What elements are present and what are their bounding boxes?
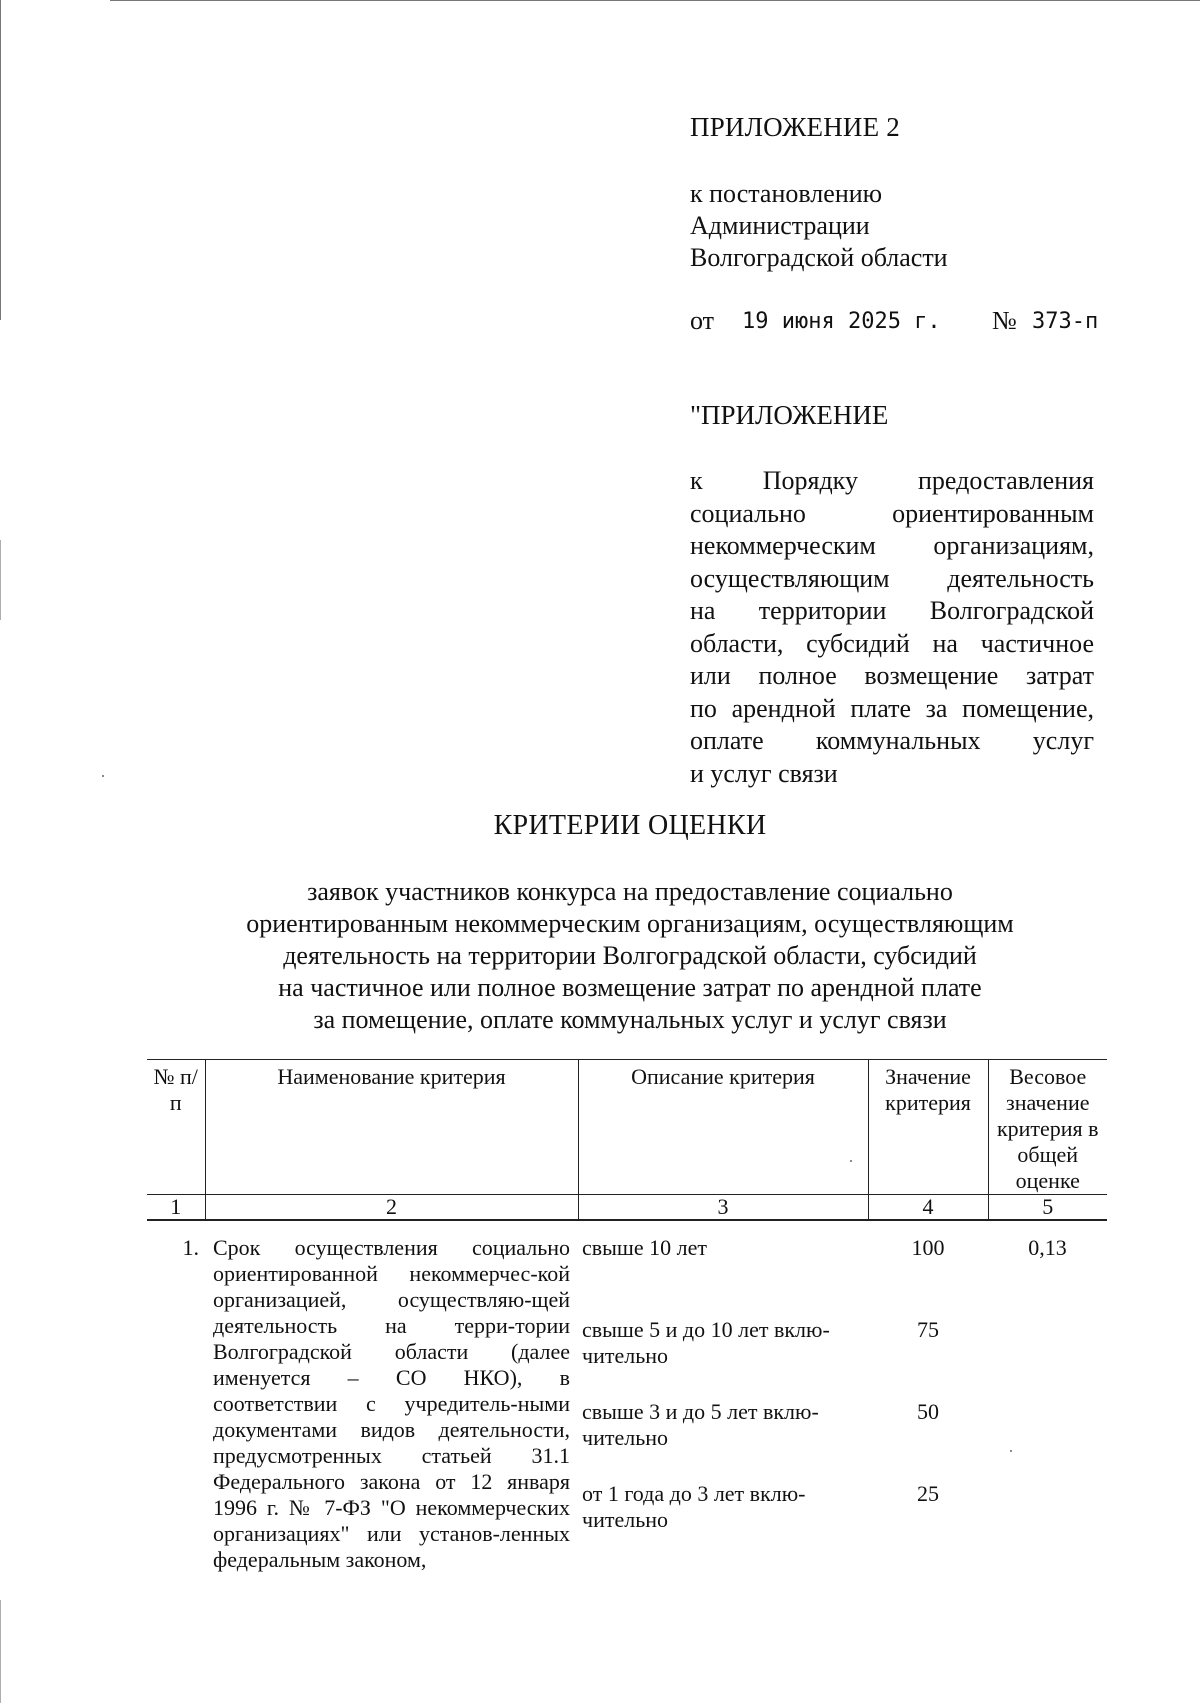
scan-speck xyxy=(850,1160,852,1162)
header-weight: Весовое значение критерия в общей оценке xyxy=(988,1060,1107,1195)
criteria-table xyxy=(147,1059,1107,1573)
scan-speck xyxy=(1010,1450,1012,1452)
order-line: осуществляющим деятельность xyxy=(690,563,1094,593)
criterion-value: 50 xyxy=(917,1399,939,1424)
header-description: Описание критерия xyxy=(578,1060,868,1195)
criterion-values xyxy=(868,1220,988,1573)
criterion-number: 1. xyxy=(182,1235,199,1260)
resolution-number: 373-п xyxy=(1032,309,1099,334)
criterion-description: свыше 10 лет xyxy=(582,1235,707,1260)
criterion-value: 100 xyxy=(911,1235,945,1260)
column-number: 5 xyxy=(988,1195,1107,1221)
order-line: оплате коммунальных услуг xyxy=(690,726,1094,755)
appendix-title: ПРИЛОЖЕНИЕ 2 xyxy=(690,112,900,142)
subtitle-line: ориентированным некоммерческим организациям, осуществляющим xyxy=(246,909,1014,938)
resolution-date: 19 июня 2025 г. xyxy=(742,309,941,334)
from-label: от xyxy=(690,306,715,335)
order-line: по арендной плате за помещение, xyxy=(690,693,1094,723)
order-line: или полное возмещение затрат xyxy=(690,661,1094,690)
subtitle-line: заявок участников конкурса на предоставление социально xyxy=(307,877,953,906)
column-number: 4 xyxy=(868,1195,988,1221)
scan-speck xyxy=(102,775,104,777)
scan-edge-left-lower xyxy=(0,540,1,620)
order-reference xyxy=(690,465,1094,790)
criterion-name: Срок осуществления социально ориентированной некоммерчес-кой организацией, осуществляю-щей деятельность на терри-тории Волгоградской области (далее именуется – СО НКО), в соответствии с учредитель-ными документами видов деятельности, предусмотренных статьей 31.1 Федерального закона от 12 января 1996 г. № 7-ФЗ "О некоммерческих организациях" или установ-ленных федеральным законом, xyxy=(213,1235,570,1572)
number-label: № xyxy=(992,306,1017,335)
column-number-row xyxy=(147,1195,1107,1221)
table-header-row xyxy=(147,1060,1107,1195)
criterion-description: свыше 3 и до 5 лет вклю-чительно xyxy=(582,1399,819,1450)
resolution-reference xyxy=(690,178,948,274)
order-line: и услуг связи xyxy=(690,758,838,788)
order-line: некоммерческим организациям, xyxy=(690,531,1094,560)
table-row xyxy=(147,1220,1107,1573)
criterion-value: 75 xyxy=(917,1317,939,1342)
order-line: области, субсидий на частичное xyxy=(690,628,1094,658)
criterion-value: 25 xyxy=(917,1481,939,1506)
resolution-line: к постановлению xyxy=(690,179,883,208)
column-number: 1 xyxy=(147,1195,205,1221)
subtitle-line: на частичное или полное возмещение затрат по арендной плате xyxy=(278,973,982,1002)
scan-edge-left-bottom xyxy=(0,1600,1,1703)
scan-edge-top xyxy=(110,0,1200,1)
subtitle-line: за помещение, оплате коммунальных услуг и услуг связи xyxy=(313,1005,947,1034)
criterion-weight: 0,13 xyxy=(1028,1235,1067,1260)
column-number: 2 xyxy=(205,1195,578,1221)
criterion-description: свыше 5 и до 10 лет вклю-чительно xyxy=(582,1317,830,1368)
inner-appendix-title: "ПРИЛОЖЕНИЕ xyxy=(690,400,889,430)
column-number: 3 xyxy=(578,1195,868,1221)
header-value: Значение критерия xyxy=(868,1060,988,1195)
header-num: № п/п xyxy=(147,1060,205,1195)
criterion-description: от 1 года до 3 лет вклю-чительно xyxy=(582,1481,806,1532)
order-line: на территории Волгоградской xyxy=(690,596,1094,625)
scan-edge-left xyxy=(0,0,1,320)
subtitle-line: деятельность на территории Волгоградской области, субсидий xyxy=(283,941,977,970)
criterion-descriptions xyxy=(578,1220,868,1573)
criteria-subtitle xyxy=(190,876,1070,1036)
order-line: к Порядку предоставления xyxy=(690,466,1094,495)
order-line: социально ориентированным xyxy=(690,498,1094,528)
header-name: Наименование критерия xyxy=(205,1060,578,1195)
resolution-line: Администрации xyxy=(690,211,870,240)
resolution-line: Волгоградской области xyxy=(690,243,948,272)
criteria-title: КРИТЕРИИ ОЦЕНКИ xyxy=(493,810,767,841)
